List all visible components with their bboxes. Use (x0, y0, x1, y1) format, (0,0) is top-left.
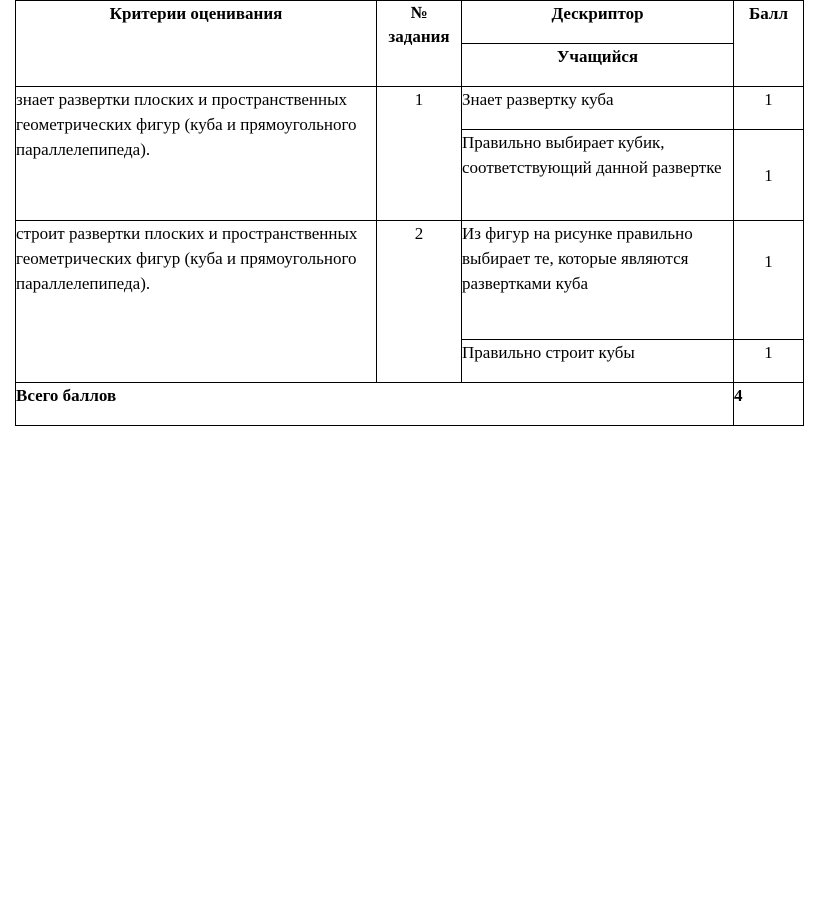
table-row (16, 221, 804, 340)
total-row (16, 383, 804, 426)
points-cell: 1 (734, 221, 804, 340)
header-row (16, 1, 804, 44)
total-value: 4 (734, 383, 804, 426)
total-label: Всего баллов (16, 383, 734, 426)
header-criteria (16, 1, 377, 87)
descriptor-cell: Правильно выбирает кубик, соответствующий данной развертке (462, 130, 734, 221)
header-task-word: задания (388, 27, 450, 46)
header-student-text: Учащийся (556, 47, 639, 66)
header-score (734, 1, 804, 87)
header-descriptor (462, 1, 734, 44)
criterion-cell: знает развертки плоских и пространственных геометрических фигур (куба и прямоугольного параллелепипеда). (16, 87, 377, 221)
task-number-cell: 2 (377, 221, 462, 383)
points-cell: 1 (734, 87, 804, 130)
header-task-symbol: № (410, 3, 428, 22)
descriptor-cell: Знает развертку куба (462, 87, 734, 130)
header-student (462, 44, 734, 87)
header-score-text: Балл (749, 4, 788, 23)
descriptor-cell: Из фигур на рисунке правильно выбирает те, которые являются развертками куба (462, 221, 734, 340)
header-criteria-text: Критерии оценивания (109, 4, 283, 23)
header-task-number (377, 1, 462, 87)
header-descriptor-text: Дескриптор (551, 4, 644, 23)
task-number-cell: 1 (377, 87, 462, 221)
points-cell: 1 (734, 340, 804, 383)
criterion-cell: строит развертки плоских и пространственных геометрических фигур (куба и прямоугольного параллелепипеда). (16, 221, 377, 383)
descriptor-cell: Правильно строит кубы (462, 340, 734, 383)
table-row (16, 87, 804, 130)
assessment-rubric-table (15, 0, 804, 426)
points-cell: 1 (734, 130, 804, 221)
